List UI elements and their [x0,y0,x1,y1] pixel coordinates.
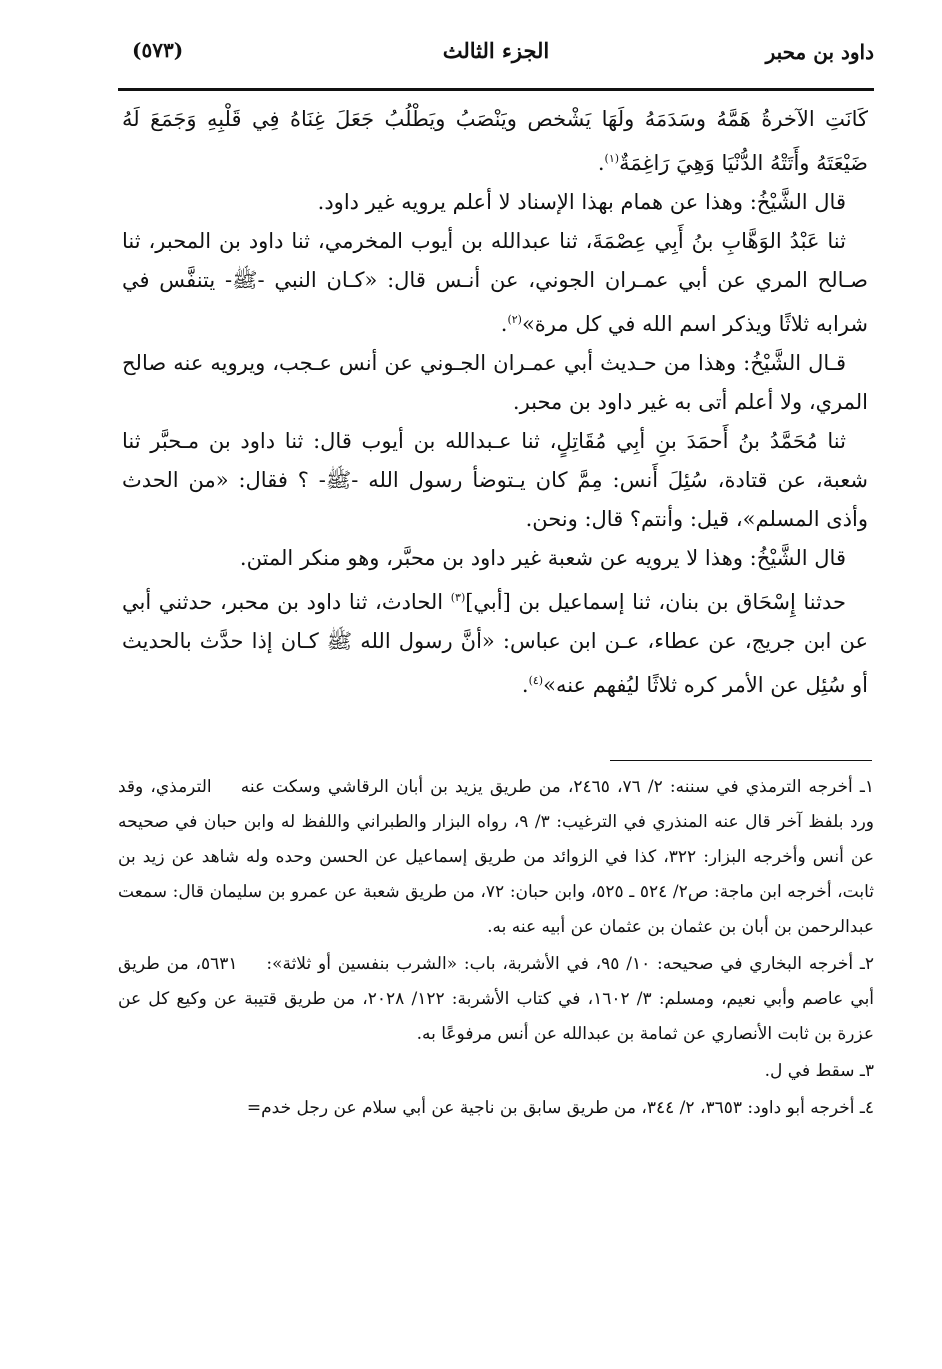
footnotes [118,770,874,1128]
paragraph-7: حدثنا إِسْحَاق بن بنان، ثنا إسماعيل بن [أبي]$^{(٣)}$ الحادث، ثنا داود بن محبر، حدثني أبي عن ابن جريج، عن عطاء، عـن ابن عباس: «أنَّ رسول الله ﷺ كـان إذا حدَّث بالحديث أو سُئِل عن الأمر كره ثلاثًا ليُفهم عنه»$^{(٤)}$. [122,590,868,697]
footnote-ref-3: (٣) [450,591,466,604]
paragraph-7-text-cont: الحادث، ثنا داود بن محبر، حدثني أبي عن ابن جريج، عن عطاء، عـن ابن عباس: «أنَّ رسول الله ﷺ كـان إذا حدَّث بالحديث أو سُئِل عن الأمر كره ثلاثًا ليُفهم عنه» [122,590,868,697]
footnote-ref-4: (٤) [528,674,544,687]
paragraph-6: قال الشَّيْخُ: وهذا لا يرويه عن شعبة غير داود بن محبَّر، وهو منكر المتن. [239,546,846,570]
paragraph-2: قال الشَّيْخُ: وهذا عن همام بهذا الإسناد لا أعلم يرويه غير داود. [317,190,846,214]
footnote-separator [610,760,872,761]
footnote-1 [118,770,874,945]
footnote-1-cont: الترمذي، وقد ورد بلفظ آخر قال عنه المنذري في الترغيب: ٣/ ٩، رواه البزار والطبراني واللفظ له وابن حبان في صحيحه عن أنس وأخرجه البزار: ٣٢٢، كذا في الزوائد من طريق إسماعيل عن الحسن وحده وله شاهد عن زيد بن ثابت، أخرجه ابن ماجة: ص٢/ ٥٢٤ ـ ٥٢٥، وابن حبان: ٧٢، من طريق شعبة عن عمرو بن سليمان قال: سمعت عبدالرحمن بن أبان بن عثمان بن عثمان عن أبيه عنه به. [118,777,874,937]
page-number: (٥٧٣) [132,38,184,62]
footnote-2 [118,947,874,1052]
footnote-2-cont: ٥٦٣١، من طريق أبي عاصم وأبي نعيم، ومسلم: ٣/ ١٦٠٢، في كتاب الأشربة: ١٢٢/ ٢٠٢٨، من طريق قتيبة عن وكيع كل عن عزرة بن ثابت الأنصاري عن ثمامة بن عبدالله عن أنس مرفوعًا به. [118,954,875,1044]
footnote-1-text: ١ـ أخرجه الترمذي في سننه: ٢/ ٧٦، ٢٤٦٥، من طريق يزيد بن أبان الرقاشي وسكت عنه [240,777,875,797]
page-header [118,34,874,86]
volume-label: الجزء الثالث [442,38,550,63]
footnote-2-text: ٢ـ أخرجه البخاري في صحيحه: ١٠/ ٩٥، في الأشربة، باب: «الشرب بنفسين أو ثلاثة»: [266,954,874,974]
paragraph-5: ثنا مُحَمَّدُ بنُ أَحمَدَ بنِ أبِي مُقَاتِلٍ، ثنا عـبدالله بن أيوب قال: ثنا داود بن مـحبَّر ثنا شعبة، عن قتادة، سُئِلَ أَنس: مِمَّ كان يـتوضأ رسول الله -ﷺ- ؟ فقال: «من الحدث وأذى المسلم»، قيل: وأنتم؟ قال: ونحن. [122,429,868,531]
footnote-3: ٣ـ سقط في ل. [764,1061,874,1081]
paragraph-3: ثنا عَبْدُ الوَهَّابِ بنُ أَبِي عِصْمَةَ، ثنا عبدالله بن أيوب المخرمي، ثنا داود بن المحبر، ثنا صـالح المري عن أبي عمـران الجوني، عن أنـس قال: «كـان النبي -ﷺ- يتنفَّس في شرابه ثلاثًا ويذكر اسم الله في كل مرة»$^{(٢)}$. [122,229,868,336]
footnote-ref-2: (٢) [507,313,522,326]
paragraph-4: قـال الشَّيْخُ: وهذا من حـديث أبي عمـران الجـوني عن أنس عـجب، ويرويه عنه صالح المري، ولا أعلم أتى به غير داود بن محبر. [122,351,868,414]
paragraph-3-text: ثنا عَبْدُ الوَهَّابِ بنُ أَبِي عِصْمَةَ، ثنا عبدالله بن أيوب المخرمي، ثنا داود بن المحبر، ثنا صـالح المري عن أبي عمـران الجوني، عن أنـس قال: «كـان النبي -ﷺ- يتنفَّس في شرابه ثلاثًا ويذكر اسم الله في كل مرة» [122,229,868,336]
paragraph-7-text: حدثنا إِسْحَاق بن بنان، ثنا إسماعيل بن [أبي] [465,590,846,614]
footnote-ref-1: (١) [604,152,620,165]
footnote-4: ٤ـ أخرجه أبو داود: ٣٦٥٣، ٢/ ٣٤٤، من طريق سابق بن ناجية عن أبي سلام عن رجل خدم= [246,1098,874,1118]
running-title: داود بن محبر [765,40,874,64]
main-text [122,100,868,705]
paragraph-1: كَانَتِ الآخرةُ هَمَّهُ وسَدَمَهُ ولَهَا يَشْخص ويَنْصَبُ ويَطْلُبُ جَعَلَ غِنَاهُ فِي قَلْبِهِ وَجَمَعَ لَهُ ضَيْعَتَهُ وأَتَتْهُ الدُّنْيَا وَهِيَ رَاغِمَةٌ$^{(١)}$. [122,107,868,175]
header-rule [118,88,874,91]
paragraph-1-text: كَانَتِ الآخرةُ هَمَّهُ وسَدَمَهُ ولَهَا يَشْخص ويَنْصَبُ ويَطْلُبُ جَعَلَ غِنَاهُ فِي قَلْبِهِ وَجَمَعَ لَهُ ضَيْعَتَهُ وأَتَتْهُ الدُّنْيَا وَهِيَ رَاغِمَةٌ [122,107,868,175]
